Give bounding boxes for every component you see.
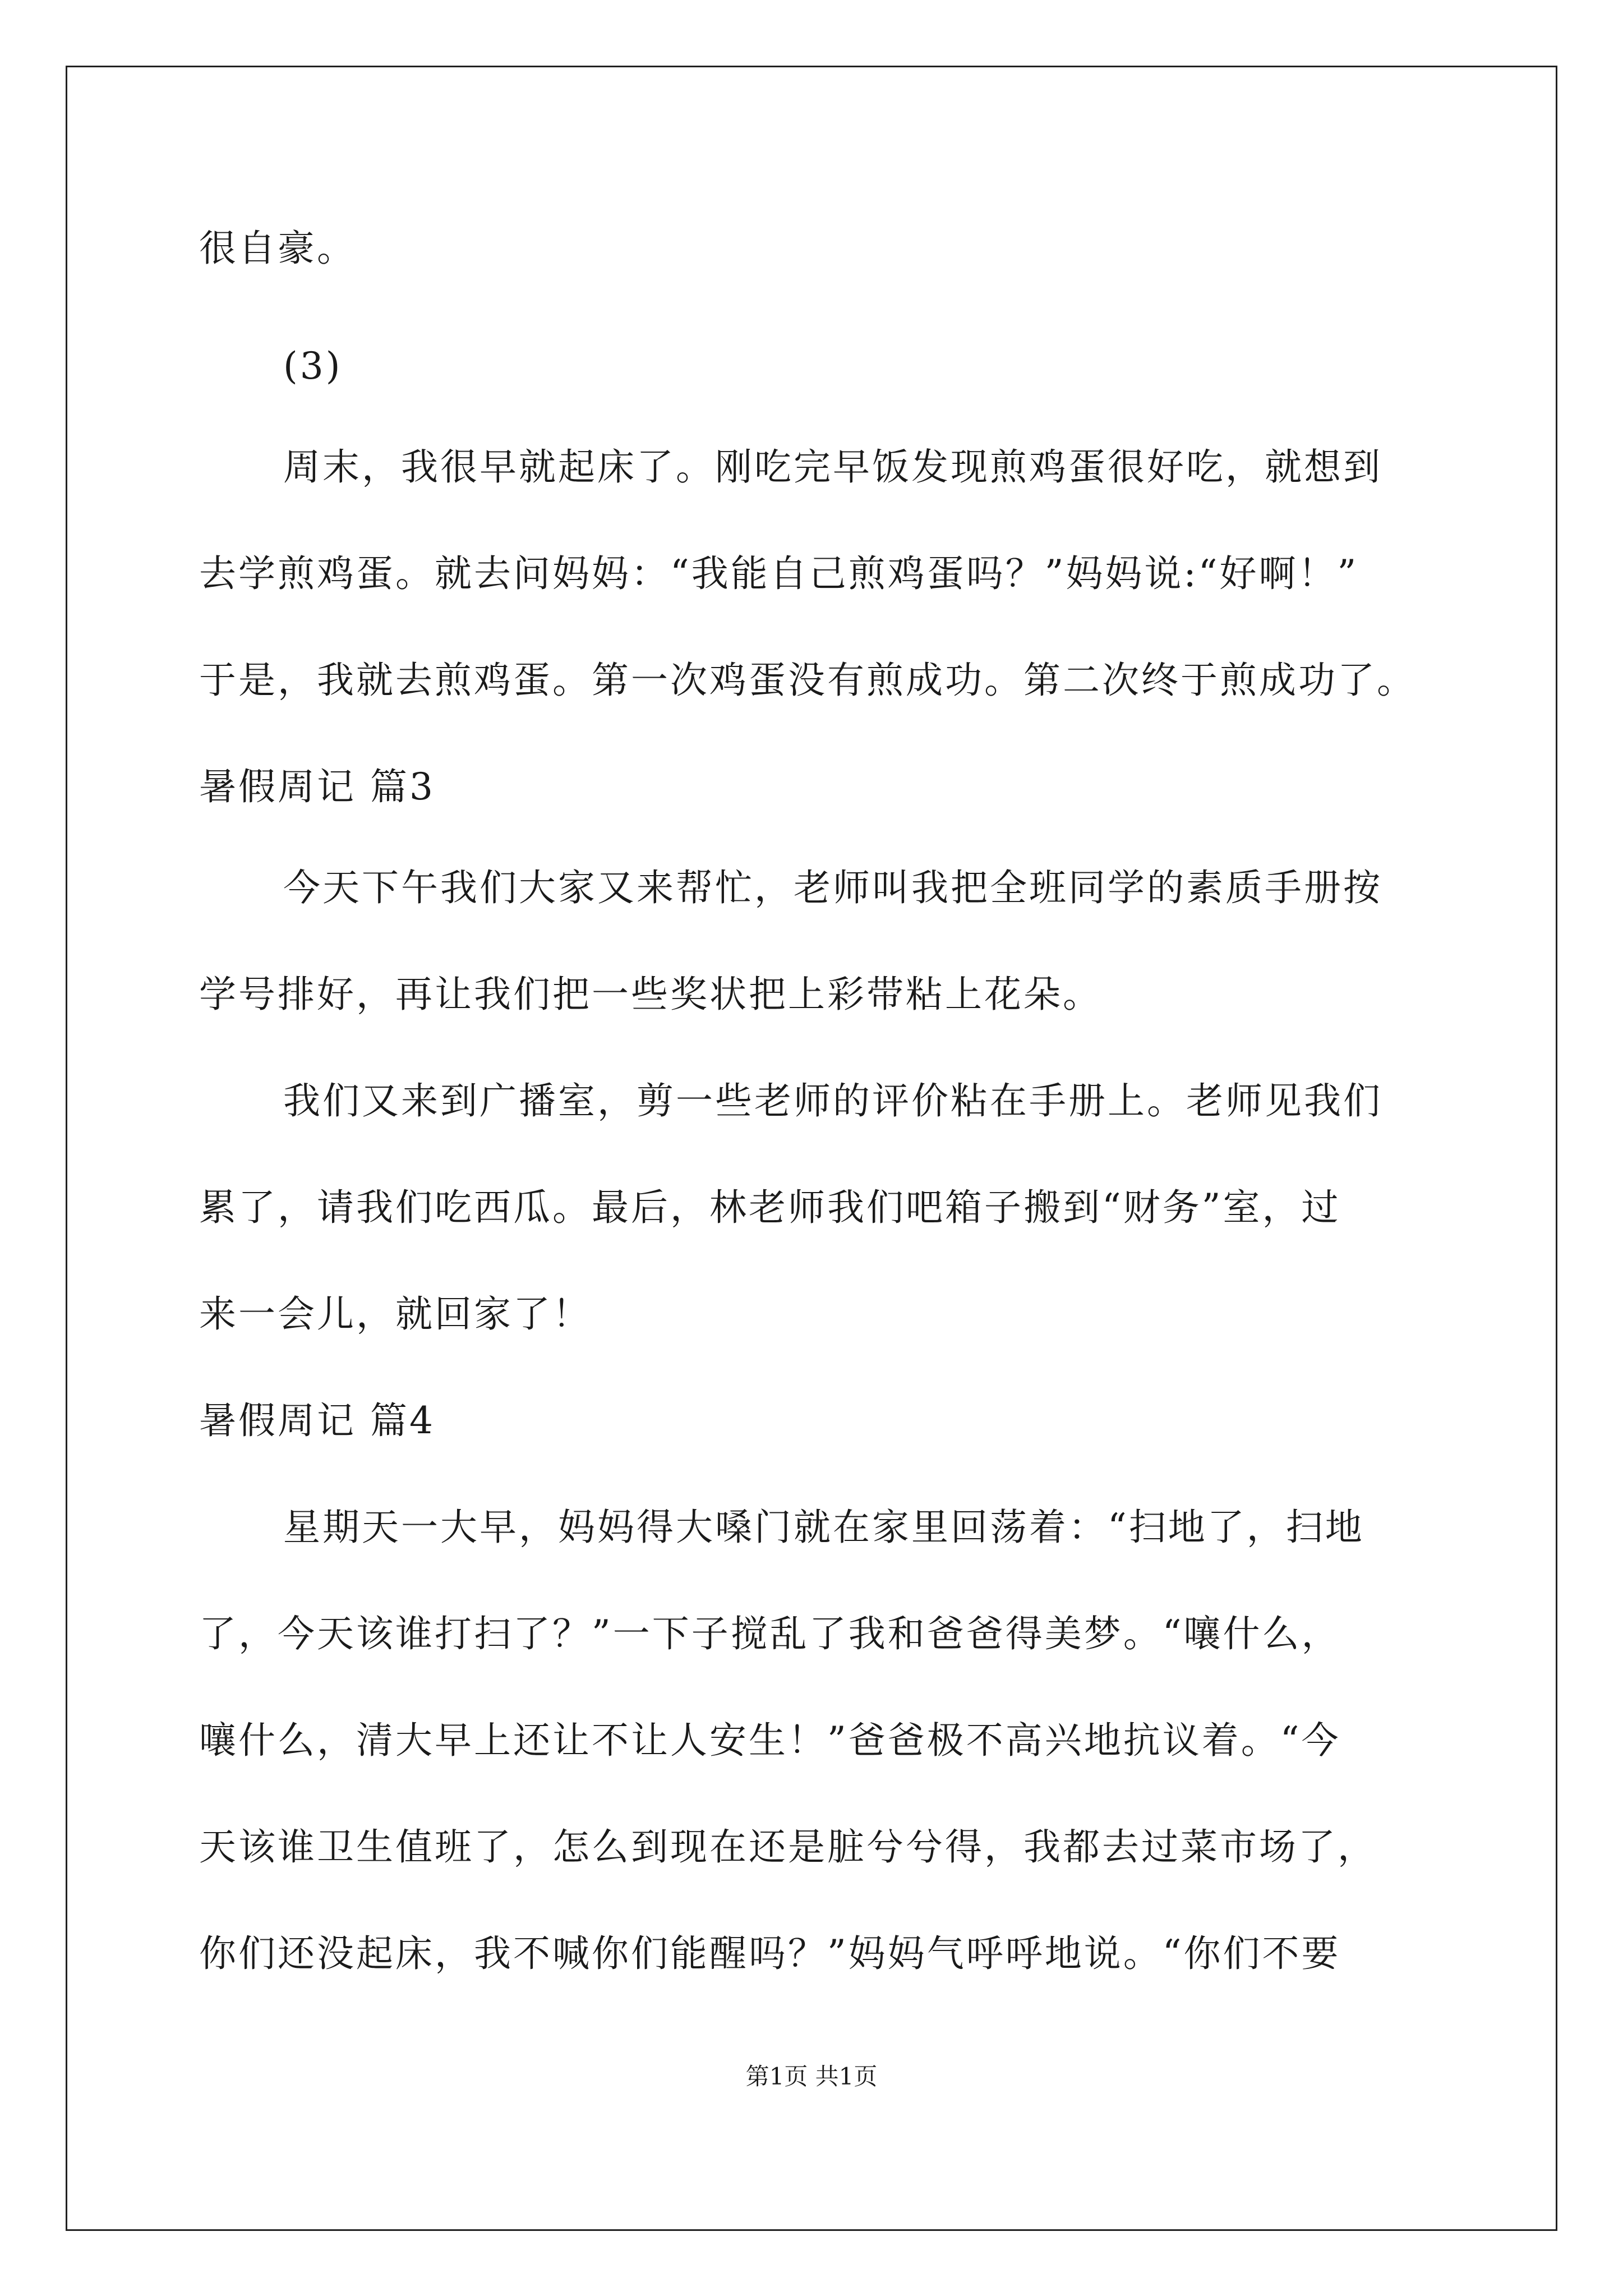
paragraph-line: 我们又来到广播室，剪一些老师的评价粘在手册上。老师见我们 (283, 1079, 1382, 1122)
paragraph-line: 了，今天该谁打扫了？”一下子搅乱了我和爸爸得美梦。“嚷什么， (199, 1612, 1341, 1655)
paragraph-line: 来一会儿，就回家了！ (199, 1292, 592, 1336)
paragraph-line: 你们还没起床，我不喊你们能醒吗？”妈妈气呼呼地说。“你们不要 (199, 1932, 1341, 1975)
paragraph-line: 于是，我就去煎鸡蛋。第一次鸡蛋没有煎成功。第二次终于煎成功了。 (199, 659, 1416, 702)
paragraph-line: 学号排好，再让我们把一些奖状把上彩带粘上花朵。 (199, 973, 1102, 1016)
section-heading: 暑假周记 篇4 (199, 1399, 435, 1442)
paragraph-line: 去学煎鸡蛋。就去问妈妈：“我能自己煎鸡蛋吗？”妈妈说:“好啊！” (199, 552, 1359, 595)
paragraph-line: 天该谁卫生值班了，怎么到现在还是脏兮兮得，我都去过菜市场了， (199, 1825, 1377, 1869)
paragraph-line: 累了，请我们吃西瓜。最后，林老师我们吧箱子搬到“财务”室，过 (199, 1186, 1341, 1229)
paragraph-line: 周末，我很早就起床了。刚吃完早饭发现煎鸡蛋很好吃，就想到 (283, 445, 1382, 489)
paragraph-line: 嚷什么，清大早上还让不让人安生！”爸爸极不高兴地抗议着。“今 (199, 1719, 1341, 1762)
page-footer: 第1页 共1页 (745, 2063, 878, 2090)
paragraph-line: 很自豪。 (199, 227, 356, 270)
section-heading: 暑假周记 篇3 (199, 765, 435, 808)
paragraph-line: 星期天一大早，妈妈得大嗓门就在家里回荡着：“扫地了，扫地 (283, 1506, 1364, 1549)
paragraph-line: 今天下午我们大家又来帮忙，老师叫我把全班同学的素质手册按 (283, 866, 1382, 909)
section-number: (3) (283, 344, 343, 388)
